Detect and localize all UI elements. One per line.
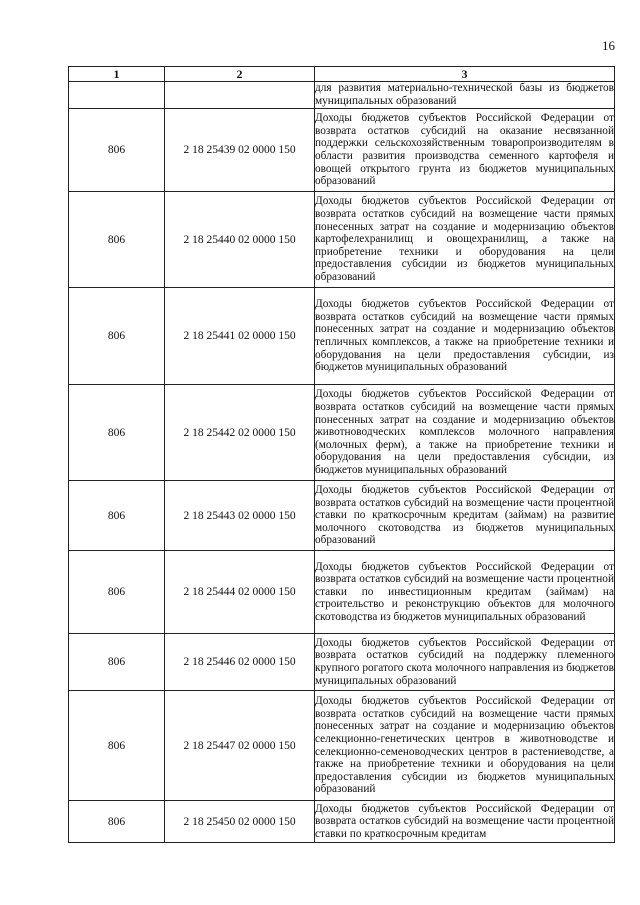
revenue-code-cell: 2 18 25443 02 0000 150: [165, 481, 315, 551]
revenue-description-cell: Доходы бюджетов субъектов Российской Федерации от возврата остатков субсидий на возмещение части процентной ставки по краткосрочным кредитам (займам) на развитие молочного скотоводства из бюджетов муниципальных образований: [315, 481, 615, 551]
table-row: [69, 481, 615, 551]
revenue-description-cell: Доходы бюджетов субъектов Российской Федерации от возврата остатков субсидий на возмещение части процентной ставки по краткосрочным кредитам: [315, 801, 615, 843]
admin-code-cell: 806: [69, 192, 165, 288]
revenue-code-cell: 2 18 25441 02 0000 150: [165, 288, 315, 385]
revenue-description-cell: Доходы бюджетов субъектов Российской Федерации от возврата остатков субсидий на поддержку племенного крупного рогатого скота молочного направления из бюджетов муниципальных образований: [315, 634, 615, 691]
admin-code-cell: [69, 82, 165, 109]
revenue-code-cell: 2 18 25447 02 0000 150: [165, 691, 315, 801]
revenue-code-cell: 2 18 25444 02 0000 150: [165, 551, 315, 634]
revenue-code-cell: [165, 82, 315, 109]
revenue-description-cell: Доходы бюджетов субъектов Российской Федерации от возврата остатков субсидий на возмещение части прямых понесенных затрат на создание и модернизацию объектов селекционно-генетических центров в животноводстве и селекционно-семеноводческих центров в растениеводстве, а также на приобретение техники и оборудования на цели предоставления субсидии из бюджетов муниципальных образований: [315, 691, 615, 801]
column-header-2: 2: [165, 67, 315, 82]
revenue-description-cell: Доходы бюджетов субъектов Российской Федерации от возврата остатков субсидий на возмещение части прямых понесенных затрат на создание и модернизацию объектов животноводческих комплексов молочного направления (молочных ферм), а также на приобретение техники и оборудования на цели предоставления субсидии, из бюджетов муниципальных образований: [315, 385, 615, 481]
column-header-1: 1: [69, 67, 165, 82]
table-header-row: [69, 67, 615, 82]
table-row: [69, 551, 615, 634]
column-header-3: 3: [315, 67, 615, 82]
admin-code-cell: 806: [69, 109, 165, 192]
admin-code-cell: 806: [69, 634, 165, 691]
revenue-description-cell: Доходы бюджетов субъектов Российской Федерации от возврата остатков субсидий на оказание несвязанной поддержки сельскохозяйственным товаропроизводителям в области развития производства семенного картофеля и овощей открытого грунта из бюджетов муниципальных образований: [315, 109, 615, 192]
revenue-code-cell: 2 18 25439 02 0000 150: [165, 109, 315, 192]
page-number: 16: [602, 38, 615, 53]
revenue-codes-table: [68, 66, 615, 843]
admin-code-cell: 806: [69, 691, 165, 801]
table-row: [69, 192, 615, 288]
revenue-code-cell: 2 18 25446 02 0000 150: [165, 634, 315, 691]
admin-code-cell: 806: [69, 801, 165, 843]
revenue-code-cell: 2 18 25450 02 0000 150: [165, 801, 315, 843]
admin-code-cell: 806: [69, 288, 165, 385]
table-row: [69, 82, 615, 109]
admin-code-cell: 806: [69, 551, 165, 634]
revenue-description-cell: Доходы бюджетов субъектов Российской Федерации от возврата остатков субсидий на возмещение части прямых понесенных затрат на создание и модернизацию объектов картофелехранилищ и овощехранилищ, а также на приобретение техники и оборудования на цели предоставления субсидии из бюджетов муниципальных образований: [315, 192, 615, 288]
admin-code-cell: 806: [69, 481, 165, 551]
revenue-code-cell: 2 18 25440 02 0000 150: [165, 192, 315, 288]
table-row: [69, 109, 615, 192]
revenue-description-cell: Доходы бюджетов субъектов Российской Федерации от возврата остатков субсидий на возмещение части прямых понесенных затрат на создание и модернизацию объектов тепличных комплексов, а также на приобретение техники и оборудования на цели предоставления субсидии, из бюджетов муниципальных образований: [315, 288, 615, 385]
table-row: [69, 801, 615, 843]
admin-code-cell: 806: [69, 385, 165, 481]
table-row: [69, 634, 615, 691]
revenue-description-cell: Доходы бюджетов субъектов Российской Федерации от возврата остатков субсидий на возмещение части процентной ставки по инвестиционным кредитам (займам) на строительство и реконструкцию объектов для молочного скотоводства из бюджетов муниципальных образований: [315, 551, 615, 634]
table-row: [69, 691, 615, 801]
revenue-description-cell: для развития материально-технической базы из бюджетов муниципальных образований: [315, 82, 614, 107]
revenue-code-cell: 2 18 25442 02 0000 150: [165, 385, 315, 481]
table-row: [69, 385, 615, 481]
table-row: [69, 288, 615, 385]
